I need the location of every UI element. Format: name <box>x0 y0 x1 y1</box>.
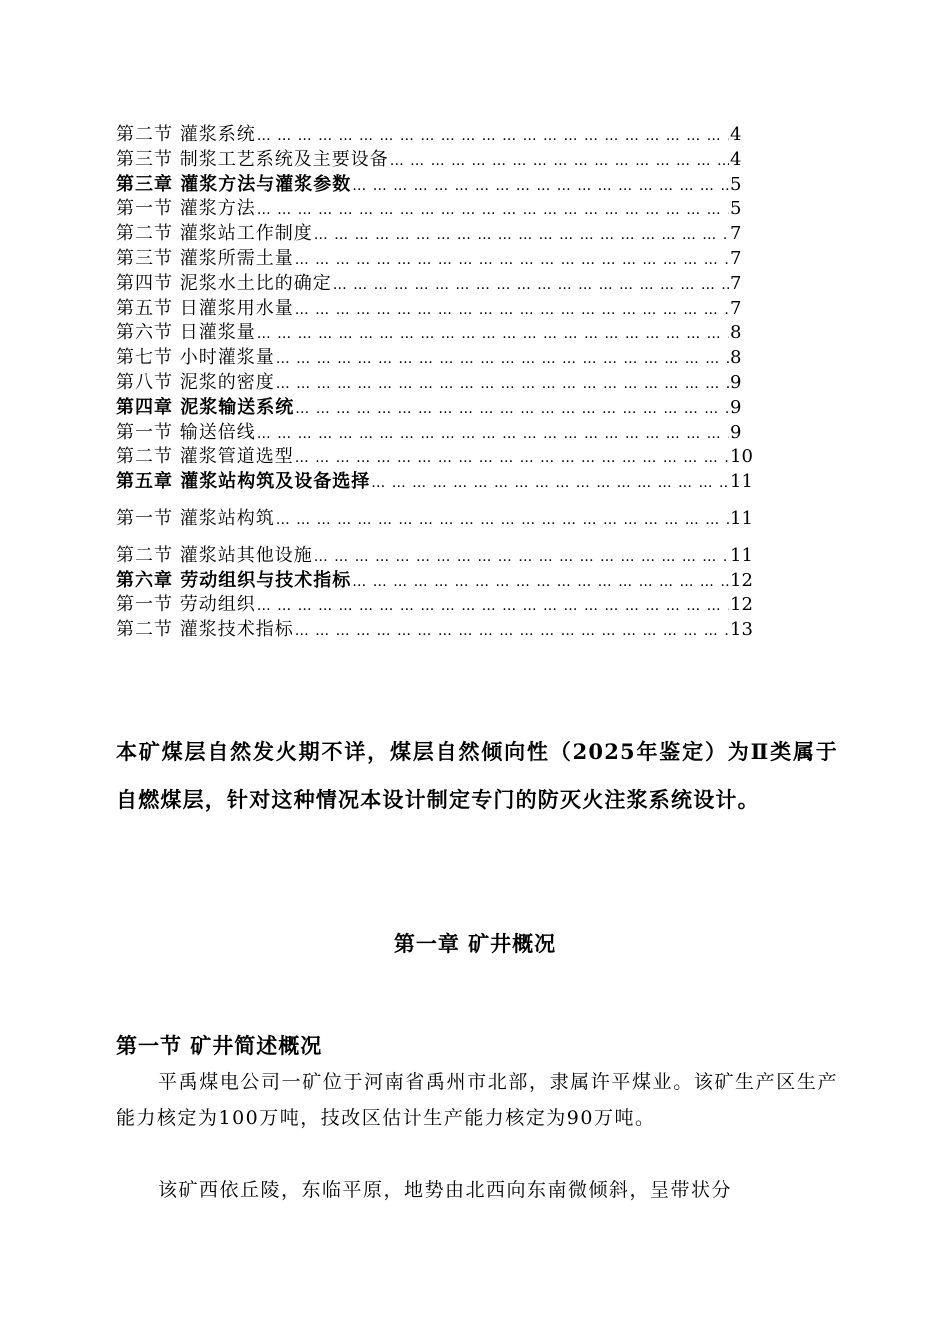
toc-leader-dots <box>333 273 729 298</box>
toc-entry-label: 第五节 日灌浆用水量 <box>116 297 294 319</box>
toc-entry-label: 第四章 泥浆输送系统 <box>116 396 295 418</box>
toc-entry[interactable] <box>116 222 756 247</box>
toc-entry[interactable] <box>116 297 756 322</box>
toc-entry-page: 12 <box>730 594 753 616</box>
toc-entry[interactable] <box>116 470 756 495</box>
toc-entry[interactable] <box>116 396 756 421</box>
body-paragraph: 该矿西依丘陵，东临平原，地势由北西向东南微倾斜，呈带状分 <box>158 1179 733 1201</box>
toc-entry-label: 第七节 小时灌浆量 <box>116 347 275 369</box>
toc-entry-page: 13 <box>730 619 753 641</box>
toc-entry-label: 第二节 灌浆站其他设施 <box>116 544 313 566</box>
toc-entry-page: 7 <box>730 223 742 245</box>
toc-entry[interactable] <box>116 618 756 643</box>
toc-leader-dots <box>276 347 729 372</box>
toc-entry-label: 第三章 灌浆方法与灌浆参数 <box>116 173 352 195</box>
toc-leader-dots <box>295 619 729 644</box>
toc-leader-dots <box>295 248 729 273</box>
toc-entry-page: 10 <box>730 446 753 468</box>
toc-entry-page: 9 <box>730 421 742 443</box>
toc-entry[interactable] <box>116 445 756 470</box>
toc-entry-page: 7 <box>730 247 742 269</box>
toc-entry-page: 7 <box>730 297 742 319</box>
toc-entry-label: 第二节 灌浆站工作制度 <box>116 223 313 245</box>
toc-entry-label: 第一节 劳动组织 <box>116 594 256 616</box>
toc-leader-dots <box>276 372 729 397</box>
toc-entry[interactable] <box>116 148 756 173</box>
toc-entry-label: 第八节 泥浆的密度 <box>116 371 275 393</box>
toc-entry-label: 第一节 灌浆方法 <box>116 198 256 220</box>
toc-entry[interactable] <box>116 371 756 396</box>
toc-leader-dots <box>257 198 729 223</box>
toc-entry-page: 8 <box>730 322 742 344</box>
toc-leader-dots <box>295 397 729 422</box>
toc-entry-page: 9 <box>730 396 742 418</box>
toc-entry[interactable] <box>116 272 756 297</box>
toc-entry-page: 5 <box>730 173 742 195</box>
toc-entry-label: 第四节 泥浆水土比的确定 <box>116 272 332 294</box>
toc-leader-dots <box>257 594 729 619</box>
toc-entry-label: 第三节 制浆工艺系统及主要设备 <box>116 148 389 170</box>
toc-entry-page: 12 <box>730 569 753 591</box>
toc-entry[interactable] <box>116 593 756 618</box>
toc-entry-label: 第一节 输送倍线 <box>116 421 256 443</box>
toc-entry[interactable] <box>116 507 756 532</box>
toc-leader-dots <box>295 446 729 471</box>
toc-entry[interactable] <box>116 544 756 569</box>
toc-entry-page: 4 <box>730 124 742 145</box>
toc-entry-label: 第二节 灌浆管道选型 <box>116 446 294 468</box>
body-paragraph: 平禹煤电公司一矿位于河南省禹州市北部，隶属许平煤业。该矿生产区生产能力核定为100万吨，技改区估计生产能力核定为90万吨。 <box>116 1071 838 1129</box>
toc-entry[interactable] <box>116 569 756 594</box>
toc-entry[interactable] <box>116 247 756 272</box>
toc-leader-dots <box>295 298 729 323</box>
toc-leader-dots <box>390 149 729 174</box>
toc-entry[interactable] <box>116 321 756 346</box>
toc-entry-page: 7 <box>730 272 742 294</box>
toc-entry-label: 第六章 劳动组织与技术指标 <box>116 569 352 591</box>
toc-entry-page: 11 <box>730 507 753 529</box>
toc-entry[interactable] <box>116 123 756 148</box>
toc-entry-label: 第二节 灌浆技术指标 <box>116 619 294 641</box>
toc-entry[interactable] <box>116 346 756 371</box>
toc-entry-label: 第五章 灌浆站构筑及设备选择 <box>116 471 371 493</box>
toc-entry-page: 4 <box>730 148 742 170</box>
toc-entry[interactable] <box>116 173 756 198</box>
section-title: 第一节 矿井简述概况 <box>116 1033 323 1058</box>
toc-entry-page: 11 <box>730 471 753 493</box>
toc-entry-label: 第二节 灌浆系统 <box>116 124 256 145</box>
toc-entry-page: 8 <box>730 347 742 369</box>
toc-entry-page: 11 <box>730 544 753 566</box>
toc-leader-dots <box>352 570 729 595</box>
toc-leader-dots <box>314 545 729 570</box>
toc-entry-label: 第六节 日灌浆量 <box>116 322 256 344</box>
toc-entry[interactable] <box>116 197 756 222</box>
toc-leader-dots <box>314 223 729 248</box>
toc-leader-dots <box>257 422 729 447</box>
toc-entry[interactable] <box>116 421 756 446</box>
toc-leader-dots <box>257 124 729 149</box>
toc-leader-dots <box>352 174 729 199</box>
toc-entry-page: 9 <box>730 371 742 393</box>
table-of-contents <box>116 123 756 643</box>
toc-entry-label: 第三节 灌浆所需土量 <box>116 247 294 269</box>
toc-leader-dots <box>257 322 729 347</box>
toc-leader-dots <box>276 508 729 533</box>
toc-entry-page: 5 <box>730 198 742 220</box>
toc-entry-label: 第一节 灌浆站构筑 <box>116 507 275 529</box>
intro-paragraph: 本矿煤层自然发火期不详，煤层自然倾向性（2025年鉴定）为Ⅱ类属于自燃煤层，针对这种情况本设计制定专门的防灭火注浆系统设计。 <box>116 739 838 812</box>
chapter-title: 第一章 矿井概况 <box>393 931 557 956</box>
toc-leader-dots <box>371 471 729 496</box>
